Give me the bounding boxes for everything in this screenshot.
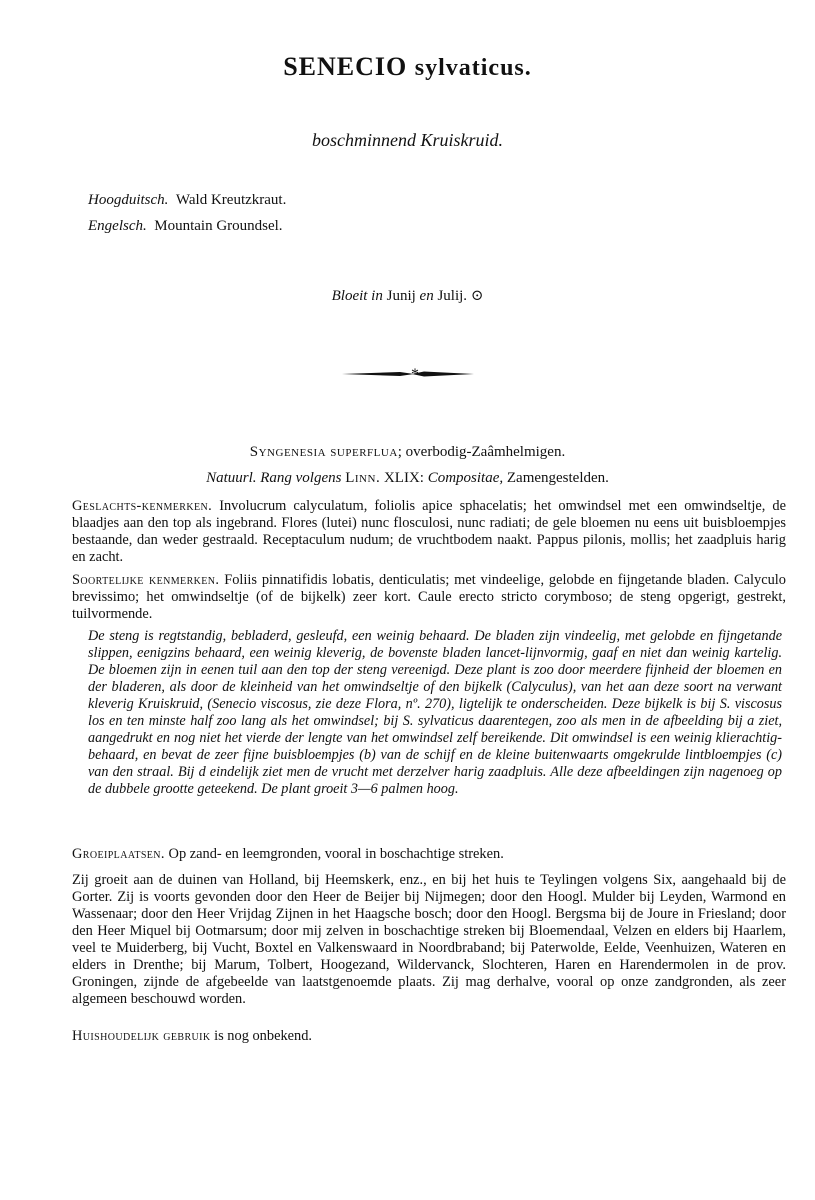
vernacular-language: Engelsch.: [88, 218, 147, 234]
linnean-classification: [0, 444, 815, 461]
vernacular-name: Mountain Groundsel.: [154, 218, 283, 234]
classification-dutch: ; overbodig-Zaâmhelmigen.: [397, 444, 566, 460]
section-heading: Geslachts-kenmerken.: [72, 498, 213, 514]
dutch-common-name: boschminnend Kruiskruid.: [312, 130, 503, 150]
divider-left-rule: [342, 372, 414, 376]
vernacular-english: [88, 218, 283, 235]
bloom-conj: en: [419, 288, 434, 304]
bloom-month-2: Julij.: [437, 288, 468, 304]
species-title: [0, 52, 815, 82]
rang-family: Compositae,: [427, 470, 504, 486]
annual-symbol-icon: ⊙: [470, 288, 484, 304]
vernacular-name: Wald Kreutzkraut.: [175, 192, 287, 208]
rang-order: XLIX:: [383, 470, 424, 486]
habitat: [72, 846, 786, 863]
bloom-prefix: Bloeit in: [331, 288, 383, 304]
vernacular-german: [88, 192, 286, 209]
section-heading: Groeiplaatsen.: [72, 846, 165, 862]
rang-linn: Linn.: [345, 470, 381, 486]
genus-characters: [72, 498, 786, 566]
vernacular-language: Hoogduitsch.: [88, 192, 169, 208]
species-characters: [72, 572, 786, 623]
economic-use: [72, 1028, 786, 1045]
section-text: Foliis pinnatifidis lobatis, denticulatis; met vindeelige, gelobde en fijngetande bladen. Calyculo brevissimo; het omwindseltje (of de bijkelk) zeer kort. Caule erecto stricto corymboso; de steng opgerigt, gestrekt, tuilvormende.: [72, 572, 786, 622]
section-text: Op zand- en leemgronden, vooral in boschachtige streken.: [168, 846, 504, 862]
bloom-month-1: Junij: [386, 288, 416, 304]
natural-order: [0, 470, 815, 487]
section-text: is nog onbekend.: [214, 1028, 313, 1044]
localities: Zij groeit aan de duinen van Holland, bij Heemskerk, enz., en bij het huis te Teylingen volgens Six, aangehaald bij de Gorter. Zij is voorts gevonden door den Heer de Beijer bij Nijmegen; door den Hoogl. Mulder bij Leyden, Warmond en Wassenaar; door den Heer Vrijdag Zijnen in het Haagsche bosch; door den Hoogl. Bergsma bij de Joure in Friesland; door den Heer Miquel bij Ootmarsum; door mij zelven in boschachtige streken bij Bloemendaal, Velzen en elders bij Haarlem, veel te Muiderberg, bij Vucht, Boxtel en Valkenswaard in Noordbraband; bij Paterwolde, Eelde, Veenhuizen, Wateren en elders in Drenthe; bij Marum, Tolbert, Hoogezand, Wildervanck, Slochteren, Haren en Harendermolen in de prov. Groningen, zijnde de afgebeelde van laatstgenoemde plaats. Zij mag derhalve, vooral op onze zandgronden, als zeer algemeen beschouwd worden.: [72, 872, 786, 1007]
species-description: De steng is regtstandig, bebladerd, gesleufd, een weinig behaard. De bladen zijn vindeelig, met gelobde en fijngetande slippen, eenigzins behaard, een weinig kleverig, de bovenste bladen lancet-lijnvormig, gaaf en niet dan weinig kartelig. De bloemen zijn in eenen tuil aan den top der steng vereenigd. Deze plant is zoo door meerdere fijnheid der bloemen en der bladeren, als door de kleinheid van het omwindseltje of den bijkelk (Calyculus), van het aan deze soort na verwant kleverig Kruiskruid, (Senecio viscosus, zie deze Flora, nº. 270), ligtelijk te onderscheiden. Deze bijkelk is bij S. viscosus los en ten minste half zoo lang als het omwindsel; bij S. sylvaticus daarentegen, zoo als men in de afbeelding bij a ziet, aangedrukt en nog niet het vierde der lengte van het omwindsel zelf bereikende. Dit omwindsel is een weinig klierachtig-behaard, en bevat de zeer fijne buisbloempjes (b) van de schijf en de kleine buitenwaarts omgekrulde lintbloempjes (c) van den straal. Bij d eindelijk ziet men de vrucht met derzelver harig zaadpluis. Alle deze afbeeldingen zijn nagenoeg op de dubbele grootte geteekend. De plant groeit 3—6 palmen hoog.: [88, 628, 782, 797]
species-epithet: sylvaticus.: [414, 55, 532, 81]
asterisk-icon: *: [411, 366, 419, 383]
ornamental-divider: [340, 364, 476, 384]
section-heading: Huishoudelijk gebruik: [72, 1028, 211, 1044]
bloom-period: [0, 286, 815, 305]
section-heading: Soortelijke kenmerken.: [72, 572, 220, 588]
rang-dutch: Zamengestelden.: [506, 470, 609, 486]
divider-right-rule: [412, 372, 474, 377]
rang-prefix: Natuurl. Rang volgens: [206, 470, 342, 486]
classification-class: Syngenesia superflua: [249, 444, 398, 460]
genus-name: SENECIO: [283, 52, 408, 81]
section-text: Involucrum calyculatum, foliolis apice sphacelatis; het omwindsel met een omwindseltje, de blaadjes aan den top als ingebrand. Flores (lutei) nunc flosculosi, nunc radiati; de gele bloemen nu eens uit buisbloempjes bestaande, dan weder gestraald. Receptaculum nudum; de vruchtbodem naakt. Pappus pilonis, mollis; het zaadpluis harig en zacht.: [72, 498, 786, 565]
